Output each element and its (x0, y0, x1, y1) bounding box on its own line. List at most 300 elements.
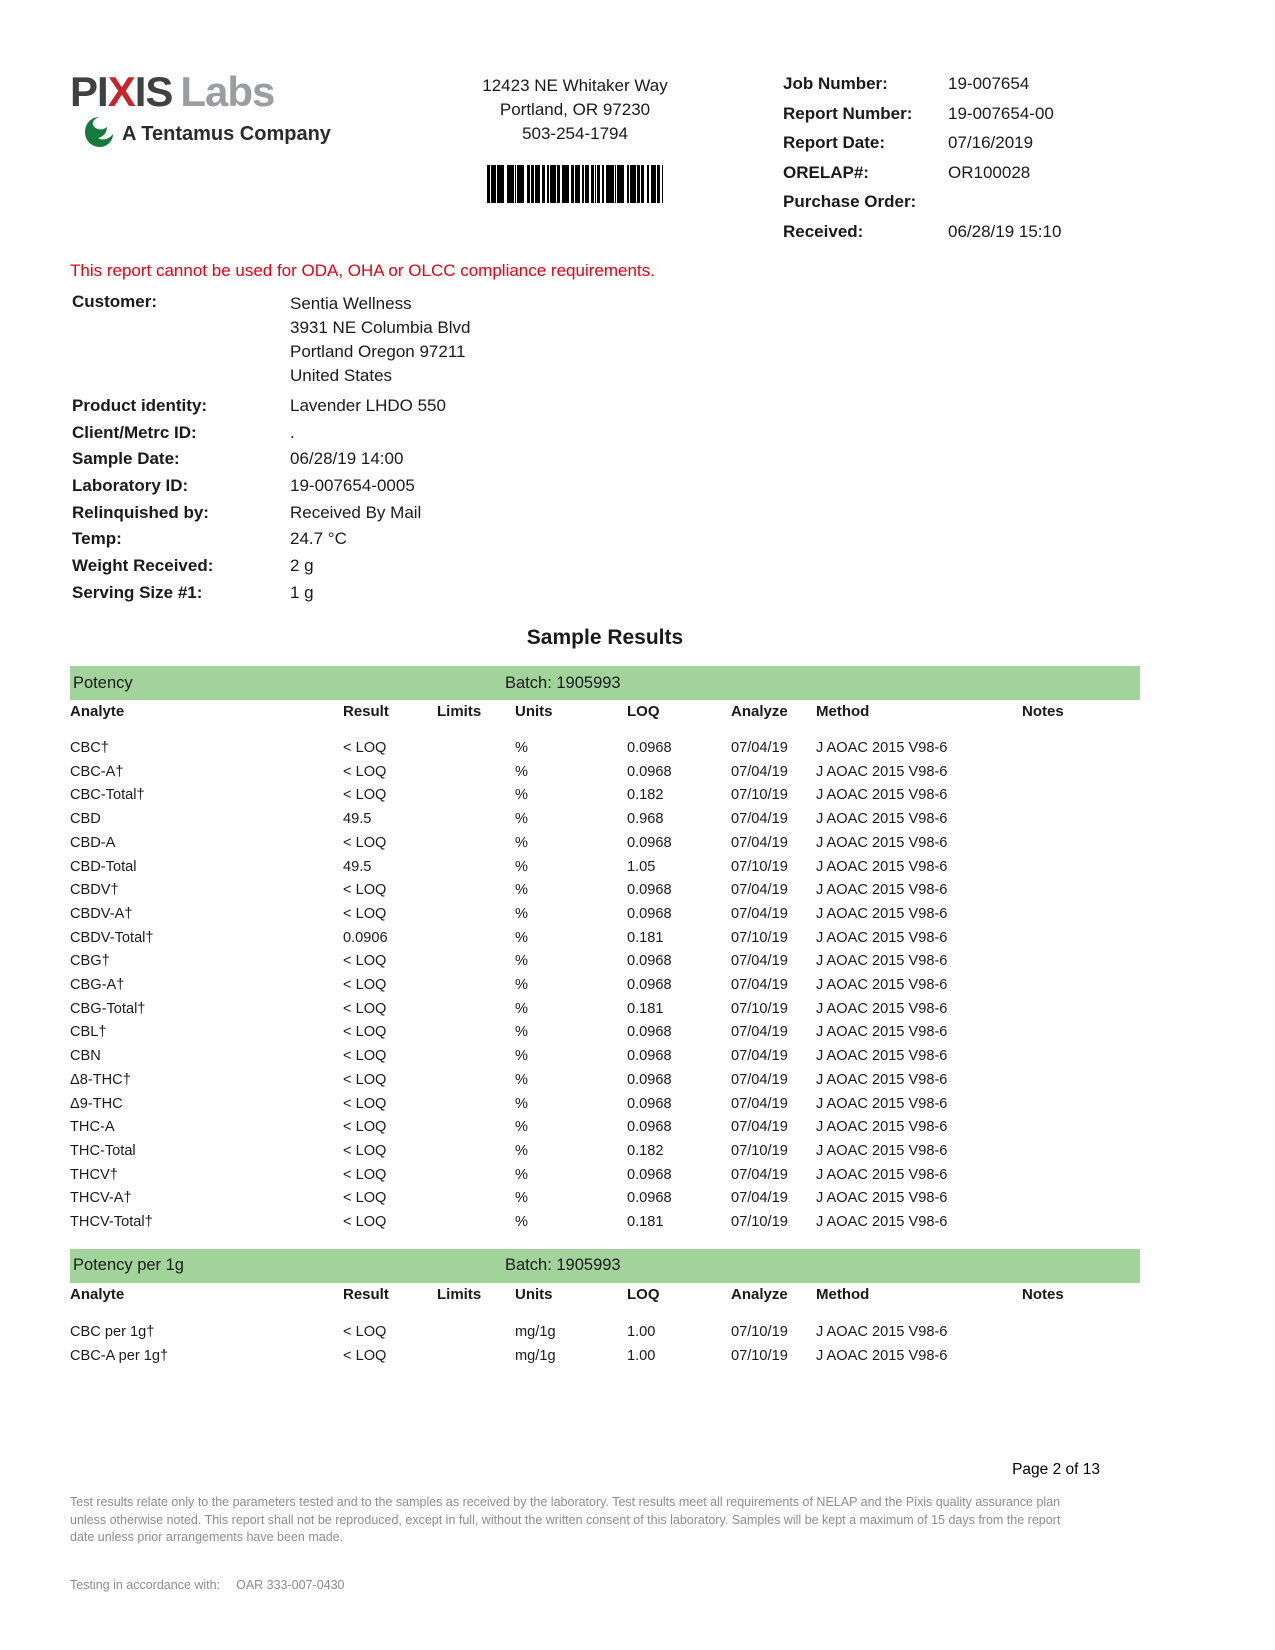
report-info-label: Report Date: (783, 133, 886, 152)
cell-analyte: THCV-Total† (70, 1214, 153, 1231)
cell-loq: 1.00 (627, 1347, 656, 1364)
cell-loq: 0.0968 (627, 953, 672, 970)
column-header: Limits (437, 1285, 482, 1303)
table-row (70, 1116, 1140, 1140)
cell-analyte: THC-Total (70, 1142, 136, 1159)
cell-analyte: CBG† (70, 953, 110, 970)
cell-method: J AOAC 2015 V98-6 (816, 1119, 948, 1136)
cell-analyte: CBC per 1g† (70, 1323, 155, 1340)
cell-analyze: 07/10/19 (731, 787, 788, 804)
table-row (70, 1320, 1140, 1344)
footer-disclaimer: Test results relate only to the parameters tested and to the samples as received by the laboratory. Test results meet all requirements of NELAP and the Pixis quality assurance plan unless otherwise noted. This report shall not be reproduced, except in full, without the written consent of this laboratory. Samples will be kept a maximum of 15 days from the report date unless prior arrangements have been made. (70, 1495, 1061, 1544)
cell-result: < LOQ (343, 905, 387, 922)
accordance-value: OAR 333-007-0430 (236, 1578, 345, 1592)
column-header: Analyte (70, 1285, 125, 1303)
cell-method: J AOAC 2015 V98-6 (816, 1347, 948, 1364)
cell-loq: 0.182 (627, 1142, 664, 1159)
cell-units: % (515, 1095, 528, 1112)
cell-analyte: CBD-A (70, 834, 116, 851)
table-row (70, 832, 1140, 856)
cell-method: J AOAC 2015 V98-6 (816, 858, 948, 875)
column-header: Method (816, 703, 870, 720)
cell-method: J AOAC 2015 V98-6 (816, 1095, 948, 1112)
cell-analyze: 07/10/19 (731, 1214, 788, 1231)
cell-method: J AOAC 2015 V98-6 (816, 1166, 948, 1183)
cell-analyte: THC-A (70, 1119, 115, 1136)
cell-method: J AOAC 2015 V98-6 (816, 1000, 948, 1017)
logo-tagline: A Tentamus Company (122, 123, 331, 145)
cell-limits (437, 1211, 515, 1235)
cell-analyte: CBC-A† (70, 763, 124, 780)
sample-meta-label: Client/Metrc ID: (72, 422, 197, 442)
cell-notes (1022, 974, 1140, 998)
table-row (70, 974, 1140, 998)
report-info-value: 19-007654 (948, 74, 1030, 93)
cell-result: < LOQ (343, 1214, 387, 1231)
cell-notes (1022, 1021, 1140, 1045)
tentamus-leaf-icon (84, 116, 114, 153)
column-header: LOQ (627, 703, 660, 720)
cell-method: J AOAC 2015 V98-6 (816, 834, 948, 851)
customer-address-line: 3931 NE Columbia Blvd (290, 318, 471, 337)
cell-loq: 0.0968 (627, 763, 672, 780)
cell-result: < LOQ (343, 787, 387, 804)
table-row (70, 950, 1140, 974)
customer-address-line: Sentia Wellness (290, 294, 412, 313)
report-info-label: Report Number: (783, 103, 913, 123)
accordance-label: Testing in accordance with: (70, 1578, 221, 1592)
cell-notes (1022, 1187, 1140, 1211)
cell-result: < LOQ (343, 977, 387, 994)
cell-analyte: CBG-Total† (70, 1000, 146, 1017)
results-table (70, 666, 1140, 1368)
sample-meta-row (72, 583, 672, 610)
cell-limits (437, 879, 515, 903)
table-row (70, 1187, 1140, 1211)
column-header: Result (343, 1285, 389, 1303)
report-info-value: OR100028 (948, 162, 1031, 182)
page-number: Page 2 of 13 (1012, 1461, 1100, 1478)
cell-notes (1022, 1116, 1140, 1140)
cell-loq: 0.181 (627, 1214, 664, 1231)
sample-meta-label: Weight Received: (72, 556, 214, 576)
cell-notes (1022, 998, 1140, 1022)
table-row (70, 761, 1140, 785)
cell-method: J AOAC 2015 V98-6 (816, 905, 948, 922)
cell-method: J AOAC 2015 V98-6 (816, 882, 948, 899)
compliance-warning: This report cannot be used for ODA, OHA or OLCC compliance requirements. (70, 261, 655, 280)
cell-limits (437, 903, 515, 927)
cell-loq: 1.05 (627, 858, 656, 875)
cell-limits (437, 1021, 515, 1045)
cell-notes (1022, 1069, 1140, 1093)
sample-meta-value: Lavender LHDO 550 (290, 396, 446, 415)
cell-loq: 0.181 (627, 1000, 664, 1017)
cell-limits (437, 761, 515, 785)
cell-analyze: 07/04/19 (731, 905, 788, 922)
cell-result: < LOQ (343, 1048, 387, 1065)
cell-analyze: 07/10/19 (731, 1000, 788, 1017)
lab-address-line2: Portland, OR 97230 (499, 100, 651, 119)
cell-method: J AOAC 2015 V98-6 (816, 811, 948, 828)
lab-address (420, 74, 730, 146)
cell-analyze: 07/04/19 (731, 1095, 788, 1112)
table-header-row (70, 700, 1140, 724)
table-row (70, 808, 1140, 832)
report-info-value: 19-007654-00 (948, 103, 1054, 123)
sample-meta-block (72, 396, 672, 610)
cell-method: J AOAC 2015 V98-6 (816, 1323, 948, 1340)
cell-analyze: 07/04/19 (731, 740, 788, 756)
cell-limits (437, 1344, 515, 1368)
cell-units: % (515, 1119, 528, 1136)
cell-analyte: CBDV-Total† (70, 929, 154, 946)
cell-analyze: 07/04/19 (731, 1024, 788, 1041)
sample-meta-label: Laboratory ID: (72, 476, 189, 496)
logo-text-pi: PI (70, 68, 108, 115)
table-rows (70, 1320, 1140, 1368)
column-header: Limits (437, 703, 482, 720)
cell-notes (1022, 1344, 1140, 1368)
cell-method: J AOAC 2015 V98-6 (816, 763, 948, 780)
cell-result: < LOQ (343, 740, 387, 756)
cell-notes (1022, 927, 1140, 951)
table-row (70, 879, 1140, 903)
sample-meta-row (72, 529, 672, 556)
report-info-label: ORELAP#: (783, 162, 869, 182)
table-row (70, 1344, 1140, 1368)
footer-accordance (70, 1578, 345, 1592)
cell-limits (437, 927, 515, 951)
sample-meta-label: Serving Size #1: (72, 582, 203, 602)
cell-method: J AOAC 2015 V98-6 (816, 1214, 948, 1231)
section-header-bar (70, 666, 1140, 700)
cell-limits (437, 974, 515, 998)
cell-analyze: 07/04/19 (731, 953, 788, 970)
cell-analyte: CBG-A† (70, 977, 125, 994)
section-batch: Batch: 1905993 (505, 673, 621, 692)
section-batch: Batch: 1905993 (505, 1256, 621, 1275)
cell-result: < LOQ (343, 1071, 387, 1088)
report-info-label: Received: (783, 221, 864, 241)
table-row (70, 1211, 1140, 1235)
cell-units: mg/1g (515, 1347, 556, 1364)
sample-meta-row (72, 449, 672, 476)
cell-result: < LOQ (343, 1166, 387, 1183)
section-header-bar (70, 1249, 1140, 1283)
table-row (70, 1069, 1140, 1093)
cell-analyze: 07/10/19 (731, 1347, 788, 1364)
cell-notes (1022, 1045, 1140, 1069)
table-rows (70, 737, 1140, 1235)
cell-limits (437, 1140, 515, 1164)
sample-results-title: Sample Results (526, 626, 684, 649)
cell-notes (1022, 879, 1140, 903)
section-name: Potency per 1g (73, 1256, 184, 1275)
report-info-row (783, 104, 1203, 134)
table-row (70, 737, 1140, 761)
cell-analyte: THCV† (70, 1166, 118, 1183)
cell-result: 0.0906 (343, 929, 388, 946)
cell-loq: 0.0968 (627, 882, 672, 899)
cell-method: J AOAC 2015 V98-6 (816, 787, 948, 804)
cell-result: < LOQ (343, 1000, 387, 1017)
cell-result: < LOQ (343, 1142, 387, 1159)
cell-result: 49.5 (343, 811, 372, 828)
cell-loq: 0.0968 (627, 1048, 672, 1065)
cell-units: % (515, 1142, 528, 1159)
cell-analyte: CBD (70, 811, 101, 828)
cell-loq: 0.0968 (627, 905, 672, 922)
sample-meta-value: 2 g (290, 556, 314, 576)
cell-notes (1022, 1211, 1140, 1235)
cell-limits (437, 1164, 515, 1188)
table-row (70, 1164, 1140, 1188)
table-row (70, 1021, 1140, 1045)
cell-limits (437, 1045, 515, 1069)
sample-meta-label: Relinquished by: (72, 502, 209, 522)
cell-limits (437, 1320, 515, 1344)
cell-method: J AOAC 2015 V98-6 (816, 1024, 948, 1041)
section-name: Potency (73, 673, 133, 692)
cell-loq: 0.0968 (627, 1119, 672, 1136)
cell-result: < LOQ (343, 1024, 387, 1041)
customer-address-line: Portland Oregon 97211 (290, 342, 466, 361)
cell-notes (1022, 950, 1140, 974)
cell-result: < LOQ (343, 1119, 387, 1136)
barcode-image (487, 165, 663, 203)
cell-units: % (515, 882, 528, 899)
cell-method: J AOAC 2015 V98-6 (816, 740, 948, 756)
cell-method: J AOAC 2015 V98-6 (816, 1071, 948, 1088)
report-info-row (783, 192, 1203, 222)
logo-text-x: X (107, 68, 135, 115)
cell-notes (1022, 808, 1140, 832)
cell-units: % (515, 905, 528, 922)
cell-notes (1022, 784, 1140, 808)
report-info-label: Job Number: (783, 74, 888, 93)
cell-analyte: CBC† (70, 740, 109, 756)
cell-notes (1022, 1093, 1140, 1117)
report-info-value: 06/28/19 15:10 (948, 221, 1062, 241)
sample-meta-value: . (290, 422, 295, 442)
customer-label: Customer: (72, 292, 158, 311)
cell-limits (437, 1069, 515, 1093)
cell-result: < LOQ (343, 834, 387, 851)
column-header: Notes (1022, 1285, 1064, 1303)
sample-meta-label: Sample Date: (72, 449, 180, 469)
table-row (70, 1045, 1140, 1069)
cell-notes (1022, 737, 1140, 761)
logo-text-labs: Labs (180, 68, 275, 115)
cell-result: < LOQ (343, 953, 387, 970)
column-header: Analyze (731, 1285, 788, 1303)
cell-analyze: 07/04/19 (731, 977, 788, 994)
cell-units: % (515, 858, 528, 875)
table-row (70, 927, 1140, 951)
cell-loq: 0.0968 (627, 1095, 672, 1112)
cell-analyze: 07/10/19 (731, 858, 788, 875)
cell-analyze: 07/04/19 (731, 1119, 788, 1136)
cell-limits (437, 737, 515, 761)
sample-meta-row (72, 556, 672, 583)
cell-units: mg/1g (515, 1323, 556, 1340)
cell-loq: 0.968 (627, 811, 664, 828)
column-header: Analyte (70, 703, 125, 720)
cell-analyte: CBN (70, 1048, 101, 1065)
cell-units: % (515, 1024, 528, 1041)
cell-limits (437, 856, 515, 880)
table-row (70, 903, 1140, 927)
cell-loq: 0.0968 (627, 1190, 672, 1207)
cell-loq: 1.00 (627, 1323, 656, 1340)
cell-limits (437, 1116, 515, 1140)
cell-analyte: CBDV-A† (70, 905, 133, 922)
cell-analyze: 07/10/19 (731, 1142, 788, 1159)
report-info-row (783, 133, 1203, 163)
cell-method: J AOAC 2015 V98-6 (816, 929, 948, 946)
cell-notes (1022, 832, 1140, 856)
cell-notes (1022, 1164, 1140, 1188)
cell-analyze: 07/04/19 (731, 811, 788, 828)
column-header: LOQ (627, 1285, 660, 1303)
cell-result: < LOQ (343, 882, 387, 899)
column-header: Notes (1022, 703, 1064, 720)
cell-units: % (515, 740, 528, 756)
customer-address-line: United States (290, 366, 393, 385)
cell-loq: 0.0968 (627, 740, 672, 756)
cell-loq: 0.181 (627, 929, 664, 946)
report-info-row (783, 74, 1203, 104)
cell-notes (1022, 903, 1140, 927)
cell-units: % (515, 1166, 528, 1183)
cell-limits (437, 832, 515, 856)
report-info-label: Purchase Order: (783, 192, 917, 211)
table-header-row (70, 1283, 1140, 1307)
cell-units: % (515, 1071, 528, 1088)
cell-result: < LOQ (343, 1190, 387, 1207)
cell-units: % (515, 977, 528, 994)
cell-method: J AOAC 2015 V98-6 (816, 977, 948, 994)
cell-notes (1022, 1320, 1140, 1344)
cell-analyze: 07/04/19 (731, 1048, 788, 1065)
cell-notes (1022, 856, 1140, 880)
sample-meta-row (72, 423, 672, 450)
table-row (70, 784, 1140, 808)
cell-analyte: Δ8-THC† (70, 1071, 131, 1088)
cell-analyte: Δ9-THC (70, 1095, 123, 1112)
cell-units: % (515, 763, 528, 780)
sample-meta-value: Received By Mail (290, 502, 422, 522)
cell-method: J AOAC 2015 V98-6 (816, 953, 948, 970)
cell-loq: 0.0968 (627, 834, 672, 851)
cell-units: % (515, 1214, 528, 1231)
cell-units: % (515, 953, 528, 970)
cell-analyte: CBDV† (70, 882, 119, 899)
logo-wordmark (70, 70, 410, 114)
table-row (70, 856, 1140, 880)
cell-units: % (515, 1048, 528, 1065)
cell-limits (437, 950, 515, 974)
cell-analyze: 07/04/19 (731, 763, 788, 780)
table-row (70, 1140, 1140, 1164)
column-header: Analyze (731, 703, 788, 720)
cell-analyze: 07/10/19 (731, 1323, 788, 1340)
cell-units: % (515, 787, 528, 804)
cell-units: % (515, 811, 528, 828)
lab-address-line3: 503-254-1794 (522, 124, 628, 143)
cell-limits (437, 1093, 515, 1117)
cell-result: < LOQ (343, 1323, 387, 1340)
column-header: Units (515, 1285, 553, 1303)
cell-analyze: 07/10/19 (731, 929, 788, 946)
cell-units: % (515, 1190, 528, 1207)
report-info-row (783, 222, 1203, 252)
column-header: Result (343, 703, 389, 720)
cell-units: % (515, 834, 528, 851)
report-info-value: 07/16/2019 (948, 133, 1034, 152)
cell-loq: 0.0968 (627, 1071, 672, 1088)
cell-analyze: 07/04/19 (731, 1166, 788, 1183)
cell-limits (437, 784, 515, 808)
lab-address-line1: 12423 NE Whitaker Way (482, 76, 668, 95)
sample-meta-value: 1 g (290, 582, 314, 602)
cell-units: % (515, 929, 528, 946)
cell-analyze: 07/04/19 (731, 834, 788, 851)
cell-notes (1022, 761, 1140, 785)
report-info-block (783, 74, 1203, 251)
lab-logo (70, 70, 410, 153)
cell-result: < LOQ (343, 1095, 387, 1112)
cell-units: % (515, 1000, 528, 1017)
cell-analyte: THCV-A† (70, 1190, 132, 1207)
cell-method: J AOAC 2015 V98-6 (816, 1142, 948, 1159)
customer-address (290, 292, 470, 388)
column-header: Method (816, 1285, 870, 1303)
cell-notes (1022, 1140, 1140, 1164)
cell-analyze: 07/04/19 (731, 1071, 788, 1088)
sample-meta-value: 06/28/19 14:00 (290, 449, 404, 469)
cell-analyte: CBD-Total (70, 858, 137, 875)
sample-meta-row (72, 476, 672, 503)
cell-analyte: CBC-A per 1g† (70, 1347, 169, 1364)
section-gap (70, 1235, 1140, 1249)
sample-meta-label: Temp: (72, 529, 122, 549)
cell-result: < LOQ (343, 1347, 387, 1364)
cell-analyte: CBL† (70, 1024, 107, 1041)
cell-result: 49.5 (343, 858, 372, 875)
logo-text-is: IS (134, 68, 173, 115)
report-info-row (783, 163, 1203, 193)
sample-meta-label: Product identity: (72, 396, 208, 415)
cell-loq: 0.0968 (627, 977, 672, 994)
cell-analyze: 07/04/19 (731, 882, 788, 899)
cell-limits (437, 1187, 515, 1211)
sample-meta-row (72, 396, 672, 423)
cell-analyze: 07/04/19 (731, 1190, 788, 1207)
table-row (70, 998, 1140, 1022)
sample-meta-value: 24.7 °C (290, 529, 347, 549)
cell-loq: 0.0968 (627, 1166, 672, 1183)
cell-limits (437, 998, 515, 1022)
cell-limits (437, 808, 515, 832)
column-header: Units (515, 703, 553, 720)
table-row (70, 1093, 1140, 1117)
cell-method: J AOAC 2015 V98-6 (816, 1048, 948, 1065)
cell-method: J AOAC 2015 V98-6 (816, 1190, 948, 1207)
sample-meta-value: 19-007654-0005 (290, 476, 415, 496)
cell-loq: 0.0968 (627, 1024, 672, 1041)
